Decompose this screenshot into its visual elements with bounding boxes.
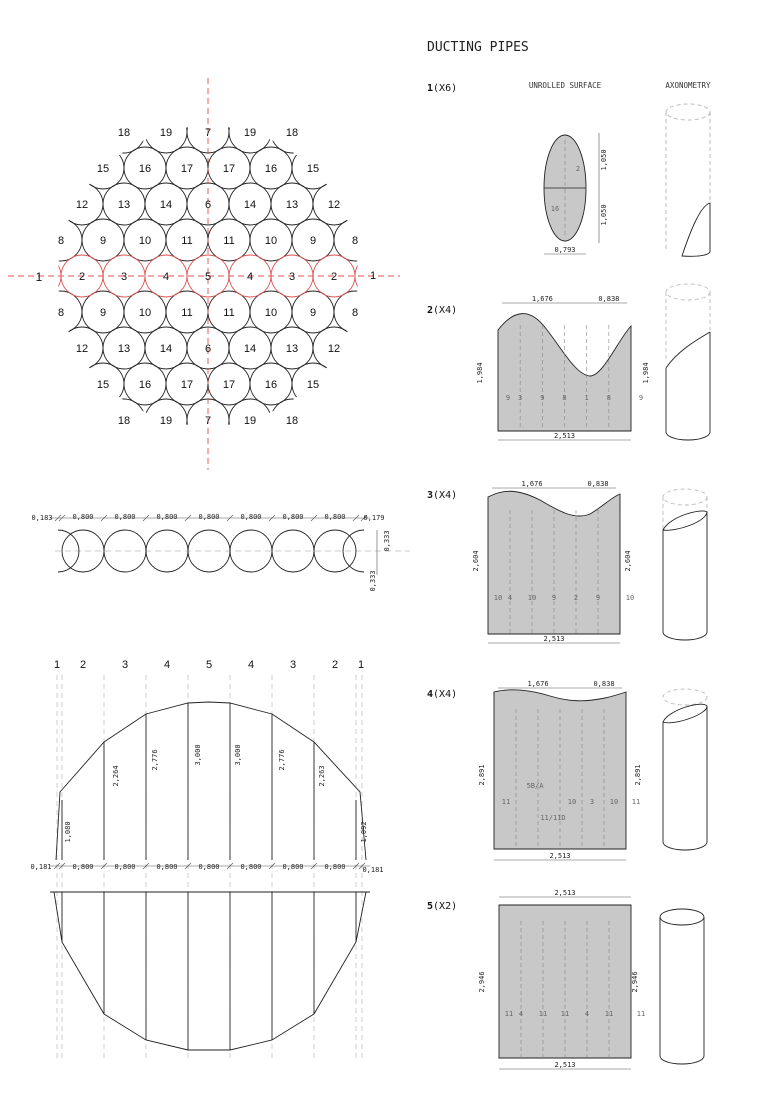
pipe-number-label: 9 <box>309 235 317 247</box>
fold-label: 11 <box>560 1010 570 1018</box>
pipe-5-dim-right: 2,946 <box>631 971 639 993</box>
pipe-1-qty: (X6) <box>433 83 458 94</box>
pipe-3-heading: 3(X4) <box>427 490 458 501</box>
pipe-number-label: 15 <box>306 163 320 175</box>
svg-text:1(X6) <box>427 83 457 94</box>
fold-label: 11/11D <box>540 814 566 822</box>
pipe-number-label: 18 <box>117 415 131 427</box>
section-dim-label: 0,800 <box>282 863 304 871</box>
pipe-number-label: 15 <box>306 379 320 391</box>
pipe-number-label: 16 <box>264 163 278 175</box>
pipe-4-dim-right: 2,891 <box>634 764 642 786</box>
pipe-1-label-a: 2 <box>575 165 581 173</box>
pipe-number-label: 17 <box>222 379 236 391</box>
pipe-3-dim-top-a: 1,676 <box>521 480 543 488</box>
pipe-number-label: 14 <box>159 199 173 211</box>
pipe-1-dim-top: 1,050 <box>600 149 608 171</box>
row-dim-label: 0,800 <box>240 513 262 521</box>
pipe-2-dim-top-a: 1,676 <box>531 295 553 303</box>
fold-label: 9 <box>505 394 511 402</box>
fold-label: 5B/A <box>526 782 544 790</box>
pipe-5-dim-top: 2,513 <box>554 889 576 897</box>
pipe-4-dim-bottom: 2,513 <box>549 852 571 860</box>
pipe-3-dim-left: 2,604 <box>472 550 480 572</box>
pipe-number-label: 19 <box>159 415 173 427</box>
axis-label-right: 1 <box>369 270 377 282</box>
section-dim-right: 0,181 <box>362 866 384 874</box>
pipe-number-label: 15 <box>96 163 110 175</box>
section-height-label: 3,000 <box>234 744 242 766</box>
section-dim-label: 0,800 <box>114 863 136 871</box>
pipe-number-label: 13 <box>285 343 299 355</box>
column-header-axonometry: AXONOMETRY <box>665 81 711 90</box>
page-title: DUCTING PIPES <box>427 40 529 55</box>
section-column-label: 1 <box>53 659 61 671</box>
pipe-number-label: 13 <box>117 343 131 355</box>
row-dim-v-bottom: 0,333 <box>369 570 377 592</box>
section-height-label: 3,000 <box>194 744 202 766</box>
pipe-5-unrolled <box>427 889 645 1069</box>
pipe-number-label: 14 <box>243 343 257 355</box>
fold-label: 10 <box>625 594 635 602</box>
pipe-number-label: 17 <box>180 163 194 175</box>
pipe-number-label: 4 <box>162 271 170 283</box>
pipe-number-label: 11 <box>181 307 193 319</box>
pipe-number-label: 6 <box>204 199 212 211</box>
pipe-number-label: 9 <box>99 307 107 319</box>
pipe-row-section <box>31 513 410 592</box>
fold-label: 4 <box>518 1010 524 1018</box>
pipe-1-label-b: 16 <box>550 205 560 213</box>
pipe-number-label: 17 <box>180 379 194 391</box>
fold-label: 11 <box>604 1010 614 1018</box>
pipe-number-label: 18 <box>285 415 299 427</box>
fold-label: 9 <box>551 594 557 602</box>
pipe-2-heading: 2(X4) <box>427 305 458 316</box>
row-dim-label: 0,800 <box>282 513 304 521</box>
pipe-5-axonometry <box>660 909 704 1064</box>
pipe-number-label: 16 <box>264 379 278 391</box>
row-dim-label: 0,800 <box>72 513 94 521</box>
fold-label: 9 <box>540 394 545 402</box>
pipe-number-label: 13 <box>285 199 299 211</box>
pipe-2-dim-top-b: 0,838 <box>598 295 620 303</box>
fold-label: 4 <box>507 594 513 602</box>
section-height-label: 1,092 <box>360 821 368 843</box>
pipe-number-label: 18 <box>285 127 299 139</box>
pipe-2-axonometry <box>666 284 710 440</box>
pipe-5-dim-left: 2,946 <box>478 971 486 993</box>
pipe-number-label: 13 <box>117 199 131 211</box>
fold-label: 10 <box>567 798 577 806</box>
pipe-number-label: 11 <box>223 307 235 319</box>
pipe-number-label: 8 <box>57 307 65 319</box>
pipe-3-dim-right: 2,604 <box>624 550 632 572</box>
pipe-4-surface <box>494 690 626 849</box>
pipe-number-label: 15 <box>96 379 110 391</box>
section-column-label: 2 <box>79 659 87 671</box>
pipe-number-label: 19 <box>243 127 257 139</box>
section-dim-label: 0,800 <box>324 863 346 871</box>
section-dim-label: 0,800 <box>240 863 262 871</box>
pipe-number-label: 2 <box>330 271 338 283</box>
section-dim-label: 0,800 <box>156 863 178 871</box>
section-column-label: 4 <box>247 659 255 671</box>
pipe-4-unrolled <box>427 680 642 860</box>
pipe-number-label: 18 <box>117 127 131 139</box>
fold-label: 3 <box>518 394 523 402</box>
pipe-3-unrolled <box>427 480 634 643</box>
fold-label: 11 <box>538 1010 548 1018</box>
fold-label: 10 <box>527 594 537 602</box>
pipe-2-dim-right: 1,984 <box>642 362 650 384</box>
fold-label: 10 <box>493 594 503 602</box>
pipe-2-unrolled <box>427 295 650 440</box>
pipe-1-dim-bottom: 1,050 <box>600 204 608 226</box>
pipe-number-label: 3 <box>288 271 296 283</box>
pipe-number-label: 2 <box>78 271 86 283</box>
fold-label: 9 <box>638 394 644 402</box>
row-dim-v-top: 0,333 <box>383 530 391 552</box>
pipe-2-surface <box>498 314 631 431</box>
pipe-4-dim-top-a: 1,676 <box>527 680 549 688</box>
pipe-1-group <box>427 83 710 256</box>
axis-label-left: 1 <box>35 270 43 284</box>
fold-label: 11 <box>636 1010 646 1018</box>
pipe-number-label: 9 <box>99 235 107 247</box>
section-height-label: 2,263 <box>318 765 326 787</box>
pipe-number-label: 8 <box>351 307 359 319</box>
pipe-2-dim-left: 1,984 <box>476 362 484 384</box>
pipe-4-heading: 4(X4) <box>427 689 458 700</box>
fold-label: 11 <box>631 798 641 806</box>
pipe-1-dim-width: 0,793 <box>554 246 576 254</box>
column-header-unrolled: UNROLLED SURFACE <box>528 81 602 90</box>
pipe-number-label: 6 <box>204 343 212 355</box>
pipe-number-label: 12 <box>75 343 89 355</box>
section-height-label: 2,264 <box>112 765 120 787</box>
section-dim-left: 0,181 <box>30 863 52 871</box>
section-column-label: 4 <box>163 659 171 671</box>
fold-label: 8 <box>562 394 567 402</box>
pipe-number-label: 4 <box>246 271 254 283</box>
pipe-3-dim-top-b: 0,838 <box>587 480 609 488</box>
pipe-pack-plan <box>8 78 400 470</box>
pipe-4-axonometry <box>663 689 707 850</box>
pipe-4-dim-top-b: 0,838 <box>593 680 615 688</box>
pipe-number-label: 12 <box>75 199 89 211</box>
fold-label: 1 <box>584 394 589 402</box>
cut-section-diagram <box>30 659 383 1060</box>
pipe-3-axonometry <box>663 489 707 640</box>
section-column-label: 1 <box>357 659 365 671</box>
pipe-number-label: 10 <box>138 307 152 319</box>
fold-label: 4 <box>584 1010 590 1018</box>
pipe-number-label: 5 <box>204 271 212 283</box>
pipe-1-number: 1 <box>427 83 434 94</box>
pipe-number-label: 14 <box>159 343 173 355</box>
section-column-label: 2 <box>331 659 339 671</box>
section-dim-label: 0,800 <box>72 863 94 871</box>
pipe-number-label: 10 <box>138 235 152 247</box>
row-dim-label: 0,800 <box>198 513 220 521</box>
fold-label: 8 <box>606 394 611 402</box>
section-dim-label: 0,800 <box>198 863 220 871</box>
pipe-number-label: 19 <box>159 127 173 139</box>
section-column-label: 5 <box>205 659 213 671</box>
pipe-number-label: 3 <box>120 271 128 283</box>
pipe-number-label: 14 <box>243 199 257 211</box>
row-dim-label: 0,800 <box>114 513 136 521</box>
pipe-number-label: 7 <box>204 127 212 139</box>
fold-label: 11 <box>504 1010 514 1018</box>
pipe-number-label: 10 <box>264 307 278 319</box>
pipe-number-label: 11 <box>181 235 193 247</box>
section-column-label: 3 <box>289 659 297 671</box>
section-height-label: 2,776 <box>278 749 286 771</box>
pipe-number-label: 16 <box>138 163 152 175</box>
pipe-5-dim-bottom: 2,513 <box>554 1061 576 1069</box>
fold-label: 9 <box>595 594 601 602</box>
row-dim-left: 0,183 <box>31 514 53 522</box>
section-height-label: 2,776 <box>151 749 159 771</box>
row-dim-right: 0,179 <box>363 514 385 522</box>
pipe-1-axonometry <box>666 104 710 256</box>
pipe-number-label: 7 <box>204 415 212 427</box>
row-dim-label: 0,800 <box>156 513 178 521</box>
fold-label: 11 <box>501 798 511 806</box>
pipe-number-label: 19 <box>243 415 257 427</box>
fold-label: 2 <box>573 594 579 602</box>
pipe-number-label: 10 <box>264 235 278 247</box>
pipe-number-label: 17 <box>222 163 236 175</box>
pipe-number-label: 8 <box>351 235 359 247</box>
pipe-4-dim-left: 2,891 <box>478 764 486 786</box>
pipe-number-label: 11 <box>223 235 235 247</box>
fold-label: 3 <box>589 798 595 806</box>
pipe-3-dim-bottom: 2,513 <box>543 635 565 643</box>
pipe-number-label: 9 <box>309 307 317 319</box>
pipe-number-label: 8 <box>57 235 65 247</box>
pipe-number-label: 12 <box>327 199 341 211</box>
pipe-number-label: 12 <box>327 343 341 355</box>
section-column-label: 3 <box>121 659 129 671</box>
row-dim-label: 0,800 <box>324 513 346 521</box>
fold-label: 10 <box>609 798 619 806</box>
pipe-2-dim-bottom: 2,513 <box>553 432 576 440</box>
section-height-label: 1,080 <box>64 821 72 843</box>
pipe-5-heading: 5(X2) <box>427 901 458 912</box>
pipe-number-label: 16 <box>138 379 152 391</box>
